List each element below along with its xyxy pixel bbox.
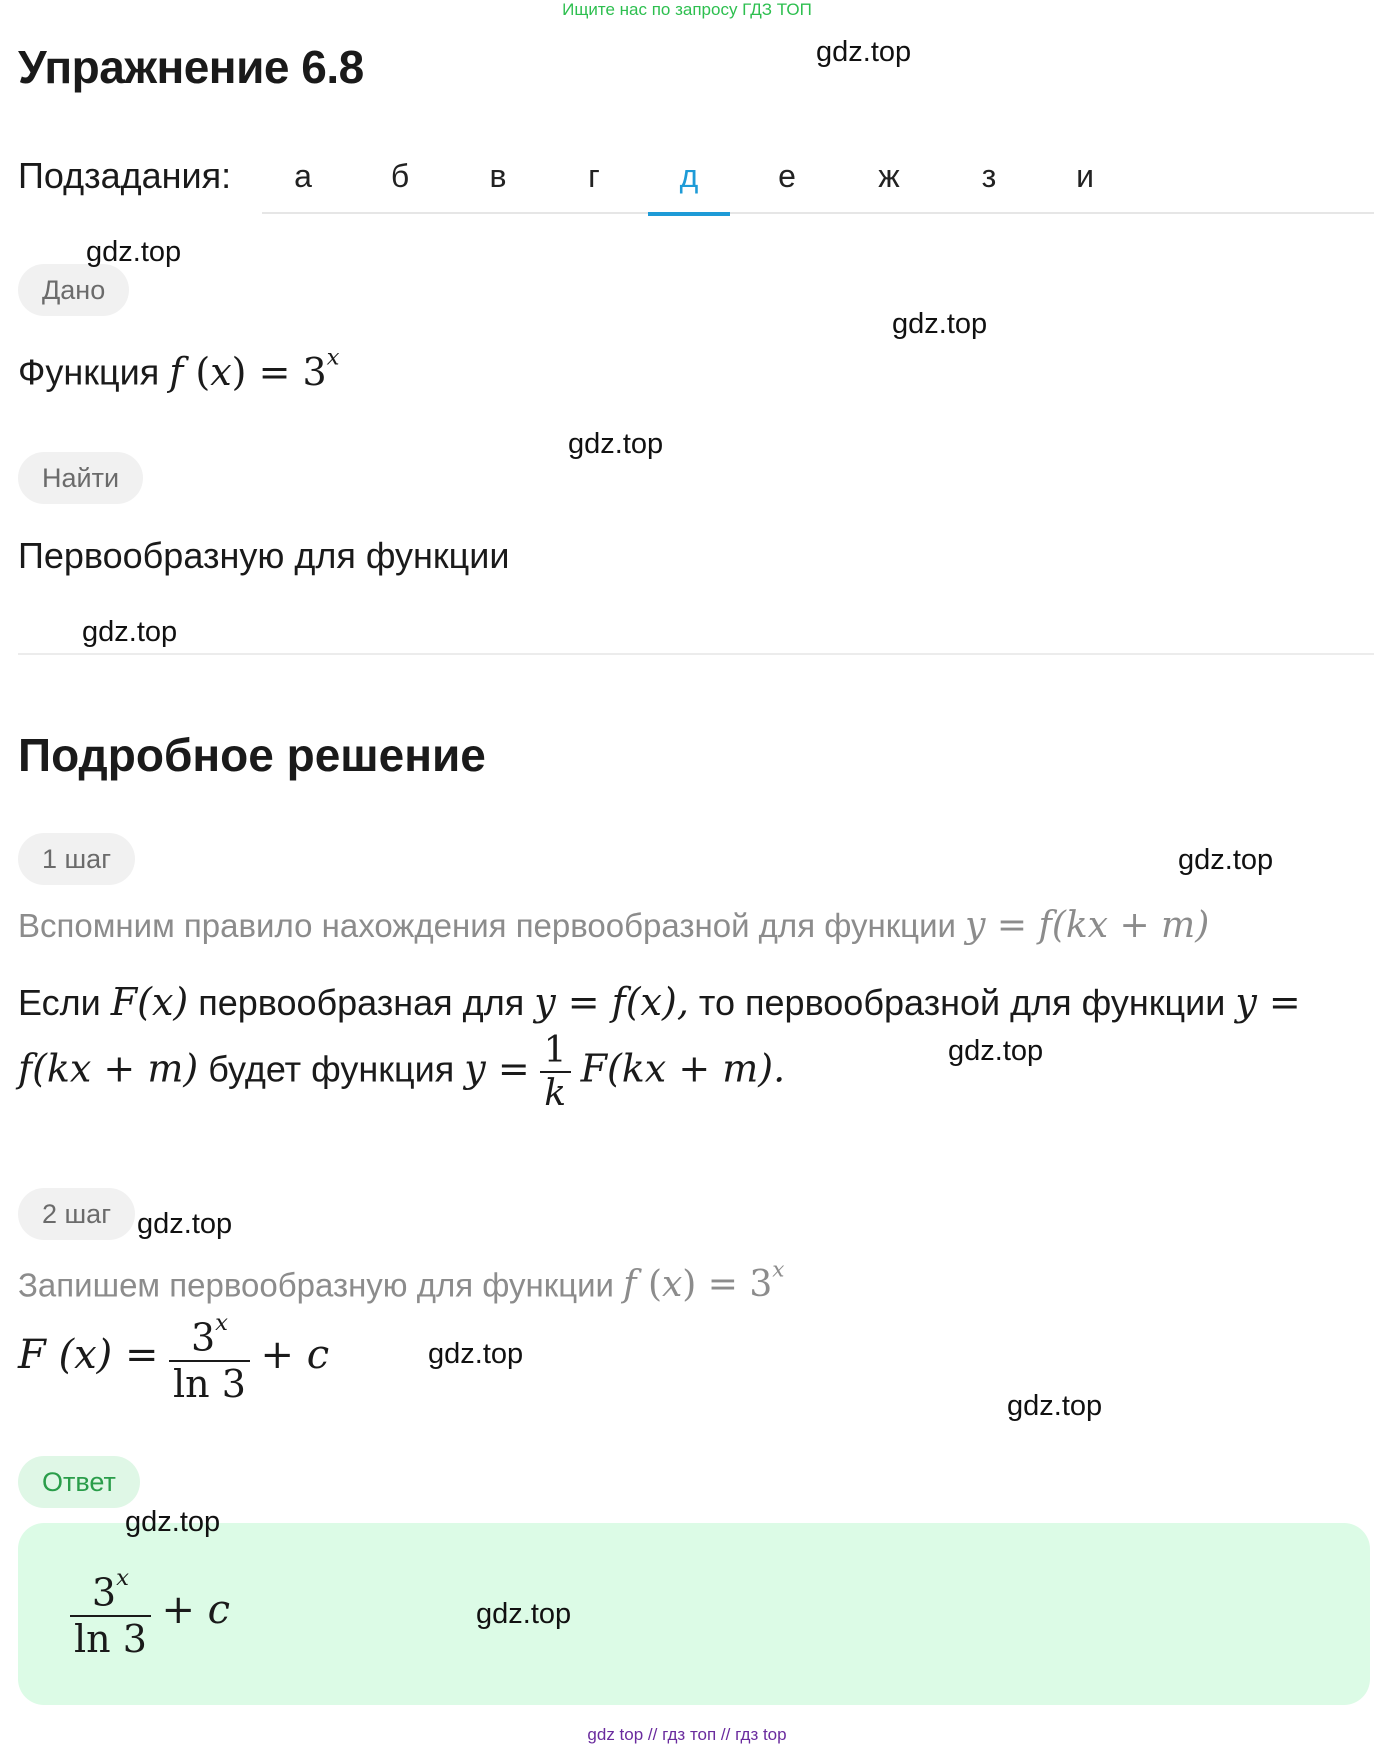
footer-links[interactable]: gdz top // гдз топ // гдз top (587, 1725, 787, 1744)
step1-frac-num: 1 (543, 1030, 567, 1071)
tab-d[interactable]: д (648, 150, 730, 216)
step2-fraction (169, 1310, 250, 1406)
tab-b[interactable]: б (390, 158, 410, 194)
step1-frac-den: k (540, 1071, 571, 1114)
subtasks-label: Подзадания: (18, 155, 232, 196)
step1-badge: 1 шаг (18, 833, 135, 885)
step2-frac-num: 3$^x$ (190, 1310, 228, 1360)
step1-line2-formula-b: y = (464, 1046, 530, 1091)
tab-v[interactable]: в (489, 158, 507, 194)
step1-line1-formula-b: y = f(x), (534, 980, 689, 1024)
watermark: gdz.top (568, 428, 664, 460)
watermark: gdz.top (892, 308, 988, 340)
page-title: Упражнение 6.8 (18, 41, 364, 93)
step1-line1-a: Если (18, 982, 101, 1023)
answer-tail: + c (161, 1586, 231, 1633)
given-line (18, 344, 340, 394)
tab-zh[interactable]: ж (878, 158, 900, 194)
find-badge: Найти (18, 452, 143, 504)
step2-hint-text: Запишем первообразную для функции (18, 1266, 614, 1304)
answer-frac-den: ln 3 (70, 1615, 151, 1661)
step2-frac-den: ln 3 (169, 1360, 250, 1406)
step2-result (18, 1310, 329, 1406)
step1-line1-formula-a: F(x) (110, 980, 189, 1024)
given-formula: f $(x) = 3^x$ (169, 344, 340, 394)
top-banner: Ищите нас по запросу ГДЗ ТОП (562, 0, 812, 19)
watermark: gdz.top (948, 1035, 1044, 1067)
tab-e[interactable]: е (778, 158, 796, 194)
tab-i[interactable]: и (1076, 158, 1094, 194)
section-divider (18, 653, 1374, 655)
answer-box (18, 1523, 1370, 1705)
step1-line1-c: то первообразной для функции (698, 982, 1226, 1023)
find-text: Первообразную для функции (18, 535, 510, 576)
step1-hint-text: Вспомним правило нахождения первообразной для функции (18, 907, 956, 944)
watermark: gdz.top (125, 1506, 221, 1538)
watermark: gdz.top (476, 1598, 572, 1630)
given-badge: Дано (18, 264, 129, 316)
watermark: gdz.top (816, 36, 912, 68)
step1-line1 (18, 980, 1301, 1024)
step1-line1-b: первообразная для (198, 982, 525, 1023)
step1-line2-b: будет функция (208, 1048, 455, 1090)
step2-result-tail: + c (260, 1331, 330, 1378)
step2-result-lhs: F (x) = (18, 1331, 159, 1378)
watermark: gdz.top (1007, 1390, 1103, 1422)
step1-hint (18, 905, 1209, 946)
tab-z[interactable]: з (981, 158, 997, 194)
watermark: gdz.top (137, 1208, 233, 1240)
watermark: gdz.top (428, 1338, 524, 1370)
solution-heading: Подробное решение (18, 729, 486, 781)
step1-line2-formula-a: f(kx + m) (18, 1046, 199, 1091)
tab-a[interactable]: а (294, 158, 312, 194)
step2-badge: 2 шаг (18, 1188, 135, 1240)
step2-hint (18, 1258, 784, 1305)
given-text: Функция (18, 351, 160, 393)
watermark: gdz.top (1178, 844, 1274, 876)
tab-g[interactable]: г (588, 158, 600, 194)
answer-badge: Ответ (18, 1456, 140, 1508)
step1-line2 (18, 1030, 785, 1114)
step2-hint-formula: f $(x) = 3^x$ (623, 1258, 785, 1306)
step1-line1-formula-c: y = (1235, 980, 1301, 1024)
answer-formula (70, 1565, 230, 1661)
step1-fraction (540, 1030, 571, 1114)
answer-fraction (70, 1565, 151, 1661)
watermark: gdz.top (82, 616, 178, 648)
answer-frac-num: 3$^x$ (91, 1565, 129, 1615)
step1-line2-formula-c: F(kx + m). (580, 1046, 786, 1091)
step1-hint-formula: y = f(kx + m) (965, 905, 1210, 946)
subtask-tabs (262, 150, 1374, 214)
watermark: gdz.top (86, 236, 182, 268)
